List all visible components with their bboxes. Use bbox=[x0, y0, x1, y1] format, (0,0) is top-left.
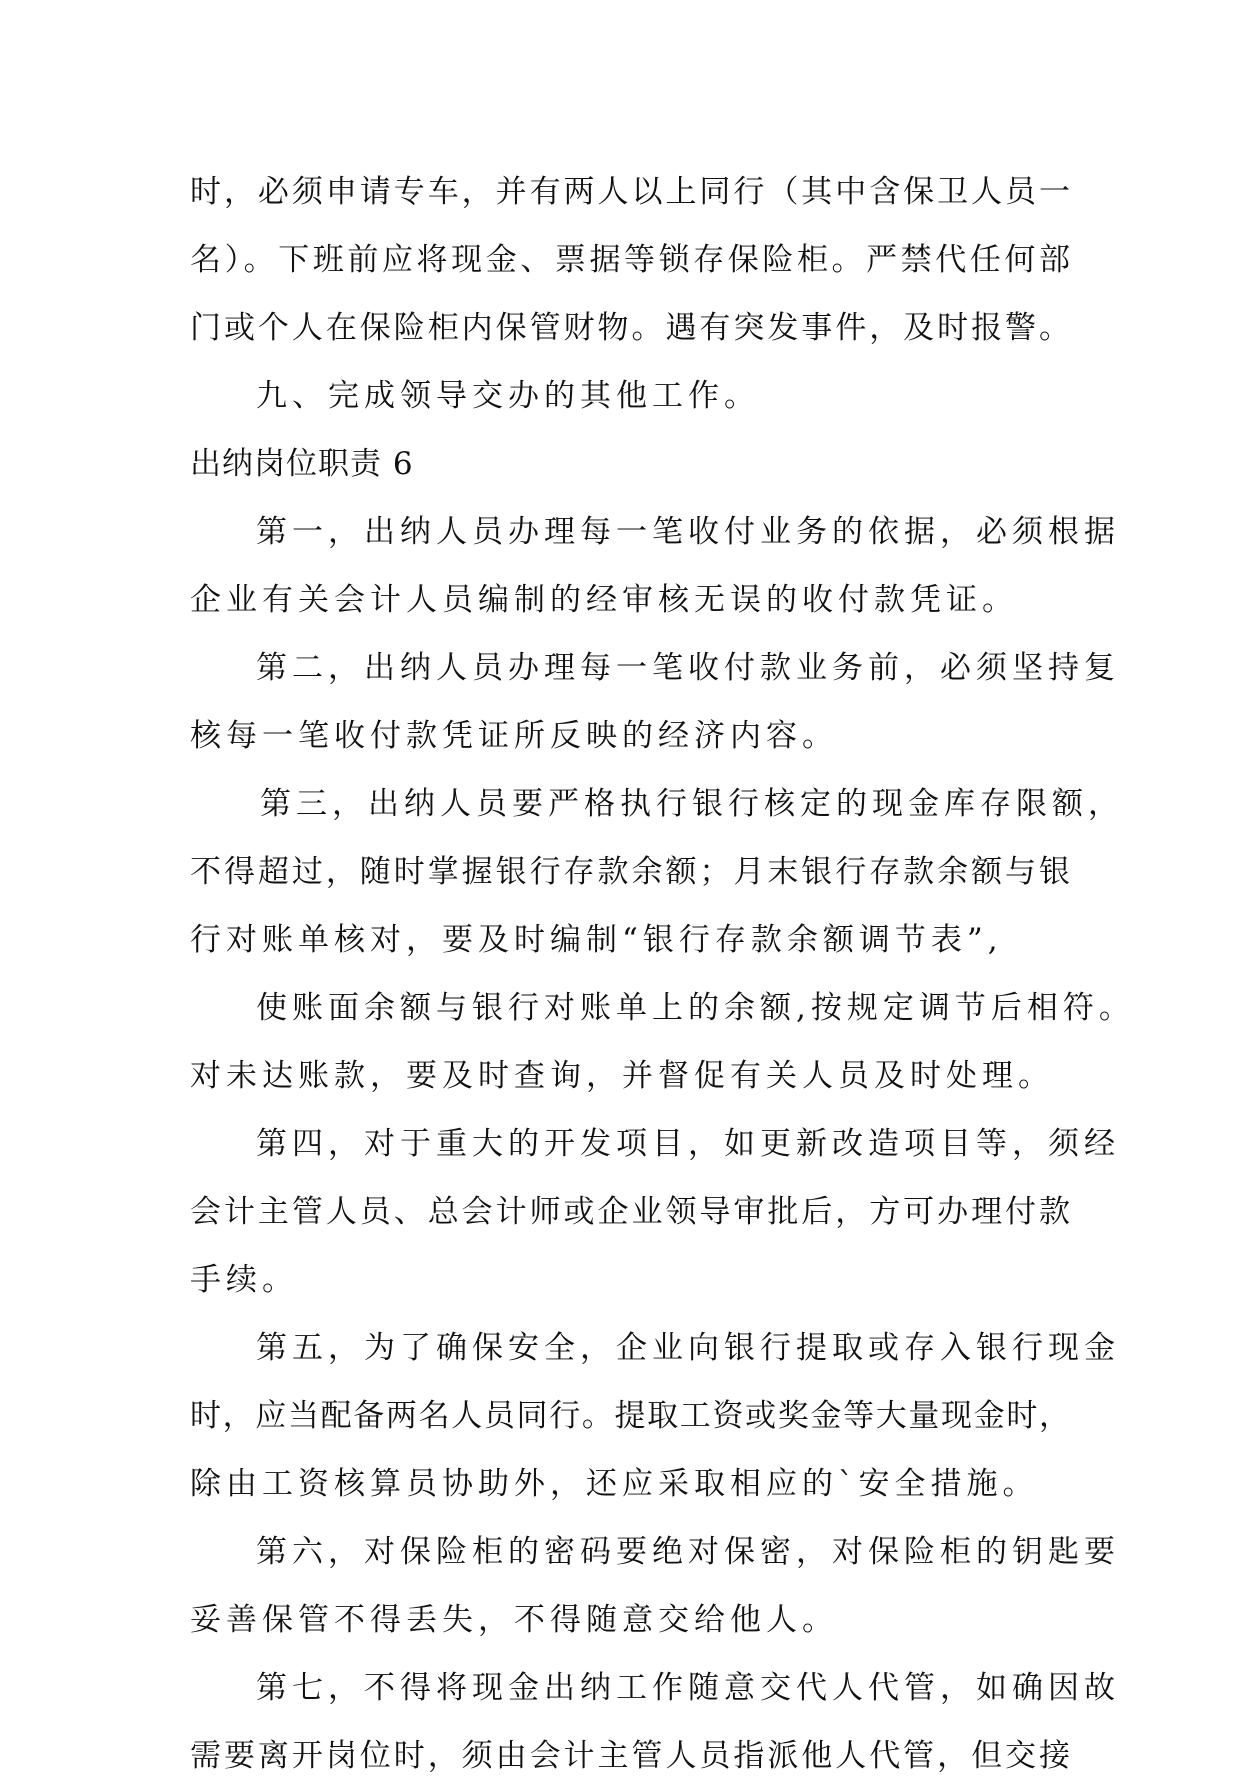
text-line: 会计主管人员、总会计师或企业领导审批后，方可办理付款 bbox=[190, 1194, 1070, 1230]
paragraph-start-line: 第六，对保险柜的密码要绝对保密，对保险柜的钥匙要 bbox=[256, 1534, 1120, 1570]
text-line: 名）。下班前应将现金、票据等锁存保险柜。严禁代任何部 bbox=[190, 242, 1070, 278]
text-line: 对未达账款，要及时查询，并督促有关人员及时处理。 bbox=[190, 1058, 1054, 1094]
paragraph-start-line: 第四，对于重大的开发项目，如更新改造项目等，须经 bbox=[256, 1126, 1120, 1162]
paragraph-start-line: 第三，出纳人员要严格执行银行核定的现金库存限额， bbox=[260, 786, 1124, 822]
paragraph-start-line: 使账面余额与银行对账单上的余额,按规定调节后相符。 bbox=[256, 990, 1135, 1026]
text-line: 行对账单核对，要及时编制“银行存款余额调节表”, bbox=[190, 922, 1003, 958]
text-line: 门或个人在保险柜内保管财物。遇有突发事件，及时报警。 bbox=[190, 310, 1070, 346]
paragraph-start-line: 第七，不得将现金出纳工作随意交代人代管，如确因故 bbox=[256, 1670, 1120, 1706]
paragraph-start-line: 第二，出纳人员办理每一笔收付款业务前，必须坚持复 bbox=[256, 650, 1120, 686]
text-line: 不得超过，随时掌握银行存款余额；月末银行存款余额与银 bbox=[190, 854, 1070, 890]
text-line: 时，应当配备两名人员同行。提取工资或奖金等大量现金时， bbox=[190, 1398, 1070, 1434]
text-line: 需要离开岗位时，须由会计主管人员指派他人代管，但交接 bbox=[190, 1738, 1070, 1774]
text-line: 手续。 bbox=[190, 1262, 298, 1298]
text-line: 妥善保管不得丢失，不得随意交给他人。 bbox=[190, 1602, 838, 1638]
text-line: 九、完成领导交办的其他工作。 bbox=[256, 378, 760, 414]
text-line: 除由工资核算员协助外，还应采取相应的`安全措施。 bbox=[190, 1466, 1039, 1502]
text-line: 时，必须申请专车，并有两人以上同行（其中含保卫人员一 bbox=[190, 174, 1070, 210]
section-heading: 出纳岗位职责 6 bbox=[190, 446, 414, 482]
text-line: 核每一笔收付款凭证所反映的经济内容。 bbox=[190, 718, 838, 754]
paragraph-start-line: 第五，为了确保安全，企业向银行提取或存入银行现金 bbox=[256, 1330, 1120, 1366]
text-line: 企业有关会计人员编制的经审核无误的收付款凭证。 bbox=[190, 582, 1018, 618]
document-body bbox=[190, 158, 1135, 1790]
paragraph-start-line: 第一，出纳人员办理每一笔收付业务的依据，必须根据 bbox=[256, 514, 1120, 550]
